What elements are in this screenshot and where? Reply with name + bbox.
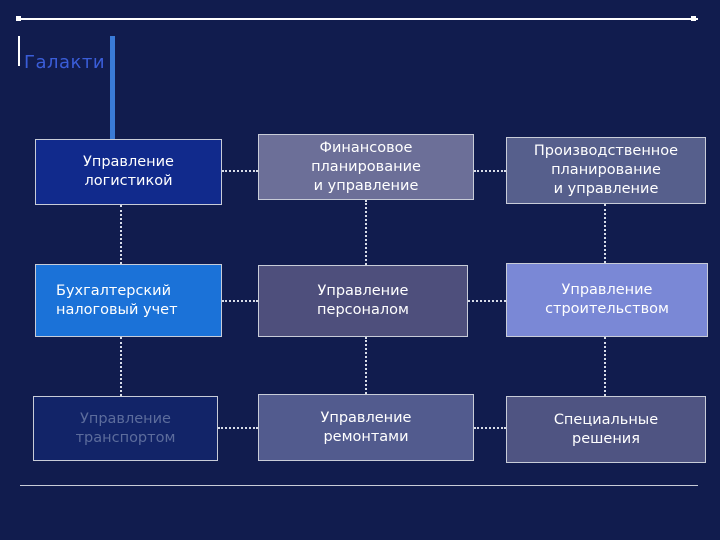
connector-r2-a [222,300,258,302]
module-construction-label: Управление строительством [545,282,669,317]
connector-c2-a [365,200,367,265]
module-accounting-label: Бухгалтерский налоговый учет [56,282,178,318]
module-accounting [35,264,222,337]
connector-r3-a [218,427,258,429]
corner-dot-right [691,16,696,21]
connector-r1-b [474,170,506,172]
module-special-solutions [506,396,706,463]
corner-dot-left [16,16,21,21]
module-personnel [258,265,468,337]
module-production-planning [506,137,706,204]
module-construction [506,263,708,337]
module-logistics [35,139,222,205]
title-accent-bar [110,36,115,140]
connector-r3-b [474,427,506,429]
connector-r2-b [468,300,506,302]
module-personnel-label: Управление персоналом [317,283,409,318]
bottom-divider [20,485,698,486]
module-financial-planning [258,134,474,200]
connector-c3-a [604,204,606,263]
connector-c1-b [120,337,122,396]
connector-r1-a [222,170,258,172]
top-frame-line [18,18,698,20]
module-financial-planning-label: Финансовое планирование и управление [311,139,421,194]
connector-c2-b [365,337,367,394]
module-transport-label: Управление транспортом [75,410,176,446]
module-repairs [258,394,474,461]
module-production-planning-label: Производственное планирование и управление [533,143,679,197]
module-transport [33,396,218,461]
module-special-solutions-label: Специальные решения [553,411,659,447]
connector-c3-b [604,337,606,396]
module-logistics-label: Управление логистикой [83,154,174,189]
left-frame-line [18,36,20,66]
connector-c1-a [120,205,122,264]
module-repairs-label: Управление ремонтами [320,409,412,445]
slide-title: Галакти [24,52,106,73]
